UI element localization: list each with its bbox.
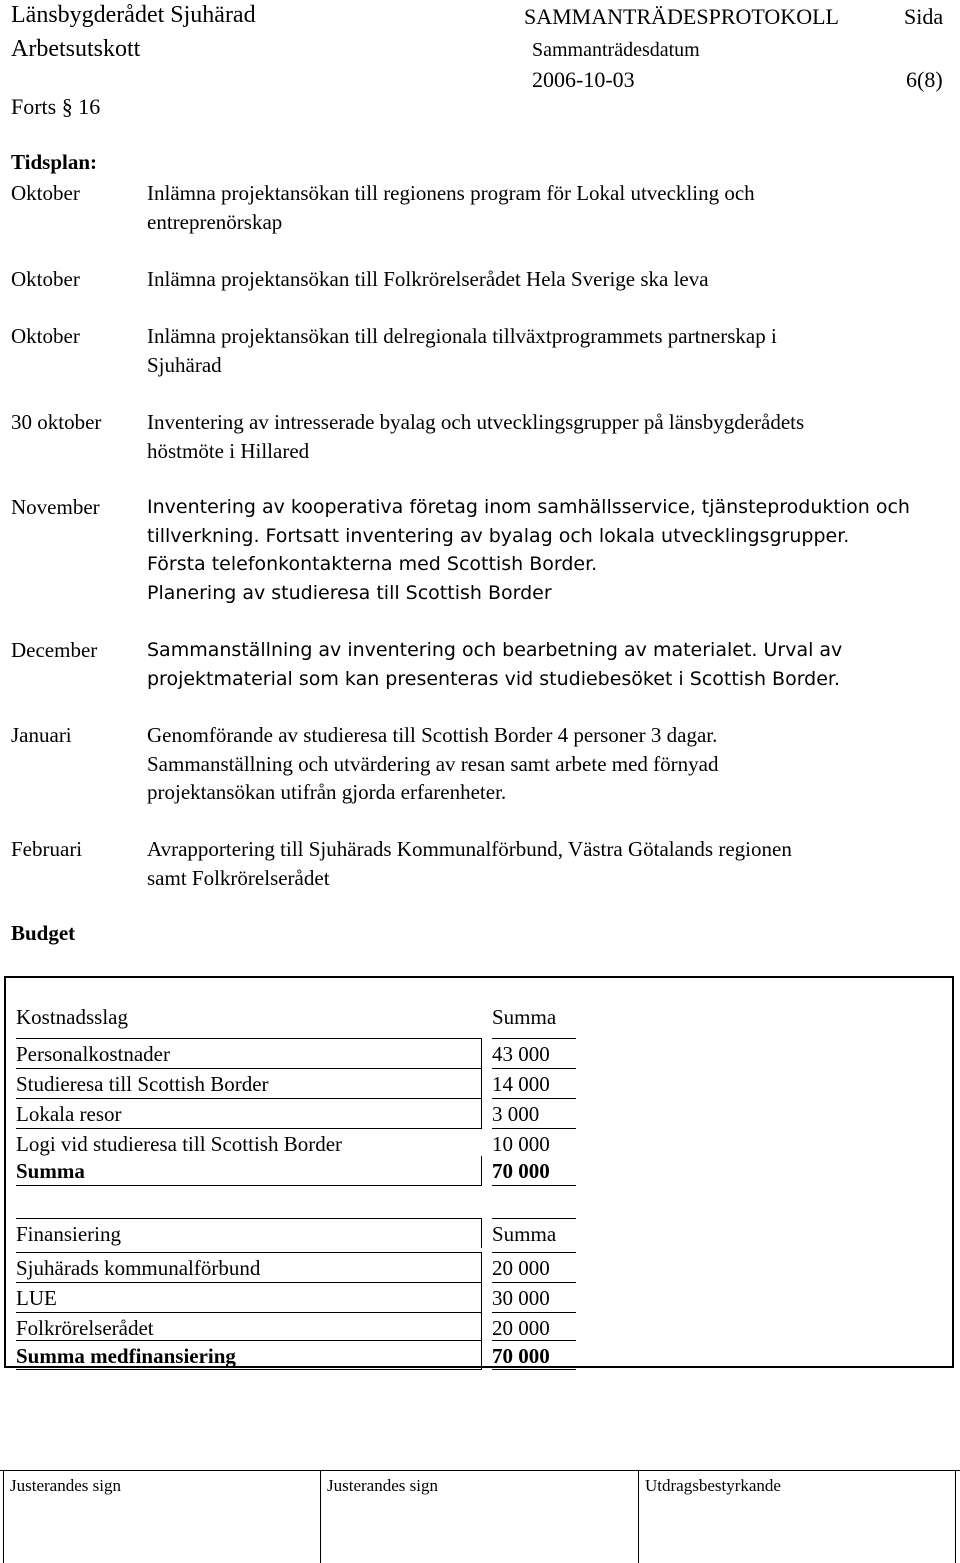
cost-total-label: Summa [16, 1156, 482, 1186]
timeline-month: 30 oktober [11, 410, 102, 434]
financing-header-label: Finansiering [16, 1218, 482, 1248]
timeline-month: December [11, 638, 98, 662]
timeline-text [147, 322, 947, 379]
cost-label: Logi vid studieresa till Scottish Border [16, 1128, 482, 1158]
financing-total-value: 70 000 [492, 1340, 576, 1370]
table-row [16, 1252, 946, 1282]
cost-header-sum: Summa [492, 1005, 557, 1029]
timeline-line: Planering av studieresa till Scottish Border [147, 581, 552, 604]
timeline-line: Genomförande av studieresa till Scottish Border 4 personer 3 dagar. [147, 723, 718, 747]
timeline-line: Inventering av intresserade byalag och utvecklingsgrupper på länsbygderådets [147, 410, 805, 434]
timeline-month: Februari [11, 837, 83, 861]
timeline-month: November [11, 495, 100, 519]
budget-table [4, 976, 954, 1368]
signature-label: Justerandes sign [10, 1476, 121, 1495]
timeline-month: Oktober [11, 267, 80, 291]
table-row [16, 1068, 946, 1098]
timeline-text [147, 835, 947, 892]
timeline-line: Sjuhärad [147, 352, 222, 377]
financing-value: 20 000 [492, 1252, 576, 1282]
financing-total-label: Summa medfinansiering [16, 1340, 482, 1370]
cost-total-value: 70 000 [492, 1156, 576, 1186]
timeline-text [147, 179, 947, 236]
timeline-line: entreprenörskap [147, 209, 283, 234]
cost-label: Personalkostnader [16, 1038, 482, 1068]
attestation-label: Utdragsbestyrkande [645, 1476, 781, 1495]
signature-label: Justerandes sign [327, 1476, 438, 1495]
financing-label: Folkrörelserådet [16, 1312, 482, 1342]
financing-value: 30 000 [492, 1282, 576, 1312]
cost-label: Lokala resor [16, 1098, 482, 1128]
timeline-month: Oktober [11, 181, 80, 205]
timeline-line: samt Folkrörelserådet [147, 865, 330, 890]
cost-value: 14 000 [492, 1068, 576, 1098]
timeline-text [147, 408, 947, 465]
table-row [16, 1002, 946, 1032]
table-row [16, 1098, 946, 1128]
financing-label: Sjuhärads kommunalförbund [16, 1252, 482, 1282]
timeline-title: Tidsplan: [11, 150, 97, 174]
timeline-line: höstmöte i Hillared [147, 438, 310, 463]
page-number: 6(8) [906, 67, 943, 92]
signature-cell [3, 1470, 320, 1563]
document-type: SAMMANTRÄDESPROTOKOLL [524, 4, 839, 29]
signature-cell [320, 1470, 638, 1563]
budget-title: Budget [11, 921, 76, 945]
timeline-line: tillverkning. Fortsatt inventering av byalag och lokala utvecklingsgrupper. [147, 524, 850, 547]
table-row [16, 1312, 946, 1342]
page-label: Sida [904, 4, 944, 29]
timeline-line: Inventering av kooperativa företag inom samhällsservice, tjänsteproduktion och [147, 496, 910, 518]
timeline-line: Första telefonkontakterna med Scottish Border. [147, 553, 598, 575]
timeline-text [147, 493, 947, 607]
continuation-label: Forts § 16 [11, 94, 101, 119]
timeline-line: Sammanställning och utvärdering av resan samt arbete med förnyad [147, 751, 719, 776]
table-row [16, 1282, 946, 1312]
signature-footer [0, 1470, 960, 1563]
cost-header-label: Kostnadsslag [16, 1005, 128, 1029]
meeting-date: 2006-10-03 [532, 67, 635, 92]
body-name: Arbetsutskott [11, 36, 141, 62]
timeline-line: projektmaterial som kan presenteras vid studiebesöket i Scottish Border. [147, 667, 841, 690]
timeline-text [147, 265, 947, 294]
cost-value: 10 000 [492, 1128, 576, 1158]
timeline-month: Oktober [11, 324, 80, 348]
cost-label: Studieresa till Scottish Border [16, 1068, 482, 1098]
table-row [16, 1156, 946, 1186]
financing-value: 20 000 [492, 1312, 576, 1342]
timeline-text [147, 721, 947, 807]
financing-label: LUE [16, 1282, 482, 1312]
timeline-line: Sammanställning av inventering och bearbetning av materialet. Urval av [147, 639, 843, 661]
org-name: Länsbygderådet Sjuhärad [11, 2, 256, 28]
cost-value: 43 000 [492, 1038, 576, 1068]
table-row [16, 1128, 946, 1158]
timeline-line: Inlämna projektansökan till delregionala tillväxtprogrammets partnerskap i [147, 324, 777, 348]
table-row [16, 1340, 946, 1369]
timeline-line: projektansökan utifrån gjorda erfarenheter. [147, 780, 507, 804]
cost-value: 3 000 [492, 1098, 576, 1128]
timeline-text [147, 636, 947, 693]
financing-header-sum: Summa [492, 1218, 576, 1248]
timeline-line: Inlämna projektansökan till regionens program för Lokal utveckling och [147, 181, 755, 205]
table-row [16, 1038, 946, 1068]
table-row [16, 1218, 946, 1248]
timeline-line: Avrapportering till Sjuhärads Kommunalförbund, Västra Götalands regionen [147, 837, 792, 861]
timeline-month: Januari [11, 723, 72, 747]
attestation-cell [638, 1470, 956, 1563]
timeline-line: Inlämna projektansökan till Folkrörelserådet Hela Sverige ska leva [147, 267, 709, 291]
date-label: Sammanträdesdatum [532, 39, 700, 61]
